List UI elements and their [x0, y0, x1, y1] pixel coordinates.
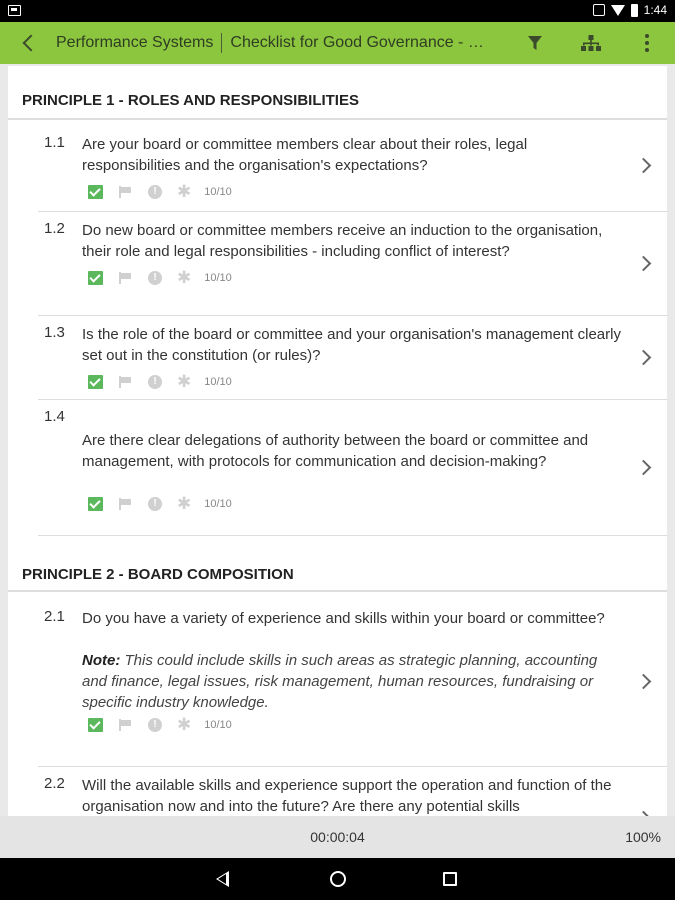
note-text: This could include skills in such areas as strategic planning, accounting and finance, legal issues, risk management, human resources, fundraising or specific industry knowledge.: [82, 652, 598, 711]
checklist-item-2-1[interactable]: [38, 592, 667, 767]
system-nav-bar: [0, 858, 675, 900]
asterisk-icon[interactable]: ✱: [177, 715, 192, 734]
item-score: 10/10: [204, 719, 232, 731]
item-question: Will the available skills and experience support the operation and function of the organisation now and into the future? Are there any potential skills: [82, 777, 612, 815]
item-number: 2.1: [44, 608, 65, 625]
checklist-item-1-3[interactable]: [38, 316, 667, 400]
overflow-menu-icon: [645, 34, 649, 52]
checkbox-checked-icon[interactable]: [88, 271, 103, 285]
section-header: PRINCIPLE 1 - ROLES AND RESPONSIBILITIES: [8, 66, 667, 120]
checkbox-checked-icon[interactable]: [88, 375, 103, 389]
checklist-item-1-1[interactable]: [38, 120, 667, 212]
item-number: 1.4: [44, 408, 65, 425]
item-number: 2.2: [44, 775, 65, 792]
notification-icon: [8, 5, 21, 16]
item-score: 10/10: [204, 376, 232, 388]
checklist-item-1-4[interactable]: [38, 400, 667, 536]
more-options-button[interactable]: [619, 22, 675, 64]
info-icon[interactable]: !: [148, 271, 162, 285]
asterisk-icon[interactable]: ✱: [177, 372, 192, 391]
nav-back-icon[interactable]: [216, 871, 229, 887]
info-icon[interactable]: !: [148, 497, 162, 511]
elapsed-timer: 00:00:04: [310, 829, 365, 845]
flag-icon[interactable]: [118, 186, 133, 198]
breadcrumb-parent[interactable]: Performance Systems: [56, 34, 214, 51]
item-status-row: [88, 494, 667, 514]
item-question: Are there clear delegations of authority between the board or committee and management, with protocols for communication and decision-making?: [82, 432, 589, 470]
item-score: 10/10: [204, 498, 232, 510]
wifi-icon: [611, 5, 625, 16]
item-status-row: [88, 715, 667, 735]
checkbox-checked-icon[interactable]: [88, 185, 103, 199]
flag-icon[interactable]: [118, 272, 133, 284]
section-header: PRINCIPLE 2 - BOARD COMPOSITION: [8, 536, 667, 592]
back-button[interactable]: [0, 22, 56, 64]
app-toolbar: [0, 22, 675, 64]
item-question: Do you have a variety of experience and skills within your board or committee?: [82, 610, 605, 627]
checkbox-checked-icon[interactable]: [88, 718, 103, 732]
note-label: Note:: [82, 652, 121, 669]
filter-icon: [527, 35, 543, 51]
asterisk-icon[interactable]: ✱: [177, 268, 192, 287]
footer-bar: [0, 816, 675, 858]
chevron-right-icon: [636, 350, 652, 366]
flag-icon[interactable]: [118, 376, 133, 388]
nav-home-icon[interactable]: [330, 871, 346, 887]
checklist-list[interactable]: [8, 66, 667, 816]
breadcrumb-divider: [221, 33, 222, 53]
info-icon[interactable]: !: [148, 718, 162, 732]
vibrate-icon: [593, 4, 605, 16]
back-arrow-icon: [23, 35, 40, 52]
item-question: Is the role of the board or committee and your organisation's management clearly set out in the constitution (or rules)?: [82, 326, 621, 364]
chevron-right-icon: [636, 158, 652, 174]
item-note: [82, 650, 621, 713]
item-number: 1.1: [44, 134, 65, 151]
asterisk-icon[interactable]: ✱: [177, 494, 192, 513]
hierarchy-icon: [581, 35, 601, 51]
item-status-row: [88, 372, 667, 392]
item-score: 10/10: [204, 186, 232, 198]
chevron-right-icon: [636, 674, 652, 690]
item-score: 10/10: [204, 272, 232, 284]
status-time: 1:44: [643, 3, 667, 17]
filter-button[interactable]: [507, 22, 563, 64]
item-number: 1.2: [44, 220, 65, 237]
breadcrumb-current: Checklist for Good Governance - N...: [230, 34, 493, 51]
item-status-row: [88, 268, 667, 288]
chevron-right-icon: [636, 460, 652, 476]
flag-icon[interactable]: [118, 498, 133, 510]
battery-icon: [631, 4, 638, 17]
status-bar: [0, 0, 675, 22]
completion-percent: 100%: [625, 829, 661, 845]
item-question: Do new board or committee members receive an induction to the organisation, their role and legal responsibilities - including conflict of interest?: [82, 222, 603, 260]
checklist-item-2-2[interactable]: [38, 767, 667, 816]
item-question: Are your board or committee members clear about their roles, legal responsibilities and the organisation's expectations?: [82, 136, 528, 174]
checklist-item-1-2[interactable]: [38, 212, 667, 316]
checkbox-checked-icon[interactable]: [88, 497, 103, 511]
item-number: 1.3: [44, 324, 65, 341]
hierarchy-button[interactable]: [563, 22, 619, 64]
flag-icon[interactable]: [118, 719, 133, 731]
asterisk-icon[interactable]: ✱: [177, 182, 192, 201]
nav-recents-icon[interactable]: [443, 872, 457, 886]
info-icon[interactable]: !: [148, 185, 162, 199]
item-status-row: [88, 182, 667, 202]
info-icon[interactable]: !: [148, 375, 162, 389]
